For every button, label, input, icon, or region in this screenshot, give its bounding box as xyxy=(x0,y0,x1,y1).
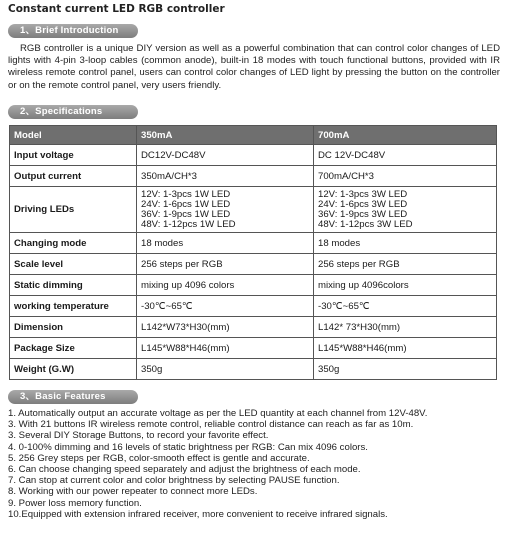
row-label: Scale level xyxy=(10,254,137,275)
section-heading-features: 3、Basic Features xyxy=(8,390,138,404)
driving-line: 24V: 1-6pcs 1W LED xyxy=(141,198,231,210)
driving-line: 48V: 1-12pcs 1W LED xyxy=(141,218,236,230)
cell-value: -30℃~65℃ xyxy=(137,296,314,317)
table-header-row xyxy=(10,126,497,145)
section-heading-intro: 1、Brief Introduction xyxy=(8,24,138,38)
driving-line: 48V: 1-12pcs 3W LED xyxy=(318,218,413,230)
cell-value xyxy=(314,187,497,233)
list-item: 3. With 21 buttons IR wireless remote control, reliable control distance can reach as far as 10m. xyxy=(8,419,414,431)
table-row xyxy=(10,187,497,233)
driving-line: 12V: 1-3pcs 3W LED xyxy=(318,188,408,200)
cell-value: 256 steps per RGB xyxy=(314,254,497,275)
features-list xyxy=(8,408,503,520)
cell-value: 350g xyxy=(314,359,497,380)
table-row xyxy=(10,275,497,296)
cell-value: -30℃~65℃ xyxy=(314,296,497,317)
table-row xyxy=(10,166,497,187)
row-label: Changing mode xyxy=(10,233,137,254)
driving-line: 12V: 1-3pcs 1W LED xyxy=(141,188,231,200)
cell-value: 18 modes xyxy=(137,233,314,254)
row-label: Dimension xyxy=(10,317,137,338)
row-label: Static dimming xyxy=(10,275,137,296)
header-350ma: 350mA xyxy=(137,126,314,145)
list-item: 6. Can choose changing speed separately and adjust the brightness of each mode. xyxy=(8,464,361,476)
header-model: Model xyxy=(10,126,137,145)
driving-line: 36V: 1-9pcs 1W LED xyxy=(141,208,231,220)
cell-value: 350g xyxy=(137,359,314,380)
table-row xyxy=(10,296,497,317)
cell-value: 700mA/CH*3 xyxy=(314,166,497,187)
list-item: 9. Power loss memory function. xyxy=(8,497,142,509)
cell-value: 256 steps per RGB xyxy=(137,254,314,275)
row-label: working temperature xyxy=(10,296,137,317)
intro-paragraph: RGB controller is a unique DIY version as well as a powerful combination that can control color changes of LED lights with 4-pin 3-loop cables (common anode), built-in 18 modes with touch functional buttons, provided with IR wireless remote control panel, users can control color changes of LED light by pressing the button on the controller or on the remote control panel, very users friendly. xyxy=(8,43,500,91)
cell-value: L142*W73*H30(mm) xyxy=(137,317,314,338)
list-item: 4. 0-100% dimming and 16 levels of static brightness per RGB: Can mix 4096 colors. xyxy=(8,441,368,453)
specifications-table xyxy=(9,125,497,380)
cell-value: L145*W88*H46(mm) xyxy=(137,338,314,359)
cell-value: mixing up 4096 colors xyxy=(137,275,314,296)
document-title: Constant current LED RGB controller xyxy=(8,3,225,15)
table-row xyxy=(10,145,497,166)
table-row xyxy=(10,233,497,254)
list-item: 8. Working with our power repeater to connect more LEDs. xyxy=(8,486,258,498)
list-item: 1. Automatically output an accurate voltage as per the LED quantity at each channel from 12V-48V. xyxy=(8,408,428,419)
row-label: Weight (G.W) xyxy=(10,359,137,380)
cell-value: 18 modes xyxy=(314,233,497,254)
cell-value: DC 12V-DC48V xyxy=(314,145,497,166)
list-item: 5. 256 Grey steps per RGB, color-smooth effect is gentle and accurate. xyxy=(8,452,310,464)
table-row xyxy=(10,317,497,338)
cell-value xyxy=(137,187,314,233)
list-item: 10.Equipped with extension infrared receiver, more convenient to receive infrared signals. xyxy=(8,508,388,520)
cell-value: mixing up 4096colors xyxy=(314,275,497,296)
section-heading-specs: 2、Specifications xyxy=(8,105,138,119)
cell-value: DC12V-DC48V xyxy=(137,145,314,166)
table-row xyxy=(10,254,497,275)
row-label: Input voltage xyxy=(10,145,137,166)
list-item: 7. Can stop at current color and color brightness by selecting PAUSE function. xyxy=(8,475,340,487)
driving-line: 24V: 1-6pcs 3W LED xyxy=(318,198,408,210)
cell-value: L142* 73*H30(mm) xyxy=(314,317,497,338)
driving-line: 36V: 1-9pcs 3W LED xyxy=(318,208,408,220)
row-label: Package Size xyxy=(10,338,137,359)
header-700ma: 700mA xyxy=(314,126,497,145)
table-row xyxy=(10,338,497,359)
cell-value: L145*W88*H46(mm) xyxy=(314,338,497,359)
list-item: 3. Several DIY Storage Buttons, to record your favorite effect. xyxy=(8,430,269,442)
row-label: Driving LEDs xyxy=(10,187,137,233)
cell-value: 350mA/CH*3 xyxy=(137,166,314,187)
table-row xyxy=(10,359,497,380)
row-label: Output current xyxy=(10,166,137,187)
